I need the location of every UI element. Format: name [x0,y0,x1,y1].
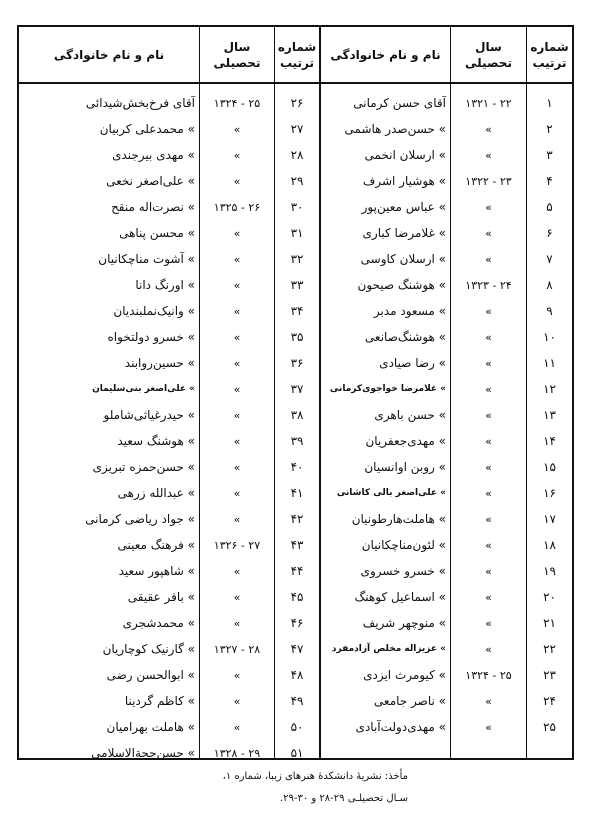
row-number: ۷ [546,252,553,266]
row-year: » [485,200,492,214]
row-number: ۴۳ [290,538,304,552]
row-year: » [233,512,241,526]
row-name: » هاملت بهرامیان [106,720,195,734]
row-name: » مهدی بیرجندی [112,148,195,162]
row-number: ۲۷ [290,122,304,136]
header-year-left: سال تحصیلی [199,27,274,82]
row-number: ۴۰ [290,460,304,474]
row-name: » مهدی‌دولت‌آبادی [355,720,446,734]
row-name: » ارسلان انخمی [364,148,446,162]
row-year: » [485,434,492,448]
source-line-1: مأخذ: نشریهٔ دانشکدهٔ هنرهای زیبا، شماره ۱، [222,771,408,782]
header-year-right: سال تحصیلی [450,27,526,82]
row-name: » رضا صیادی [379,356,446,370]
row-year: ۲۲ - ۱۳۲۱ [465,96,512,110]
row-year: » [485,512,492,526]
row-name: » محسن پناهی [119,226,195,240]
row-number: ۴۹ [290,694,304,708]
row-number: ۳۴ [290,304,304,318]
row-year: » [233,694,241,708]
row-number: ۲۶ [290,96,304,110]
row-name: » هوشیار اشرف [362,174,446,188]
row-name: » عبدالله زرهی [117,486,195,500]
row-number: ۱۱ [543,356,556,370]
row-number: ۱۵ [543,460,556,474]
row-name: » شاهپور سعید [118,564,195,578]
row-year: » [233,382,241,396]
row-number: ۳۳ [290,278,304,292]
row-name: » حسن‌حجةالاسلامی [91,746,195,760]
row-name: » محمدعلی کربیان [99,122,195,136]
row-name: » خسرو خسروی [360,564,446,578]
header-name-left: نام و نام خانوادگی [53,47,165,62]
row-number: ۳۶ [290,356,304,370]
column-number-left [274,84,319,760]
row-year: » [233,356,241,370]
row-number: ۱۰ [543,330,556,344]
row-number: ۴۷ [290,642,304,656]
row-name: » عباس معین‌پور [361,200,446,214]
row-number: ۴۶ [290,616,304,630]
row-number: ۲۴ [543,694,556,708]
row-year: » [485,642,492,656]
row-number: ۳۹ [290,434,304,448]
row-number: ۱۸ [543,538,556,552]
row-name: » ابوالحسن رضی [106,668,195,682]
row-name: » ارسلان کاوسی [360,252,446,266]
row-number: ۲۳ [543,668,556,682]
row-number: ۲ [546,122,553,136]
row-year: » [233,408,241,422]
students-table [17,25,574,760]
row-name: » آشوت مناچکانیان [98,252,195,266]
row-number: ۱۴ [543,434,556,448]
row-year: ۲۵ - ۱۳۲۴ [213,96,261,110]
row-number: ۶ [546,226,553,240]
row-year: » [233,278,241,292]
row-year: ۲۴ - ۱۳۲۳ [465,278,512,292]
header-name-right: نام و نام خانوادگی [319,27,450,82]
row-year: » [485,538,492,552]
row-name: » اورنگ دانا [135,278,195,292]
row-number: ۳۸ [290,408,304,422]
column-year-left [199,84,274,760]
row-year: » [233,460,241,474]
row-name: » فرهنگ معینی [117,538,195,552]
row-name: » حیدرغیاثی‌شاملو [103,408,195,422]
row-name: » وانیک‌نملبندیان [113,304,195,318]
row-name: » هوشنگ صیحون [357,278,446,292]
row-number: ۱۲ [543,382,556,396]
header-number-right: شماره ترتیب [526,27,572,82]
row-year: » [485,148,492,162]
row-number: ۳۵ [290,330,304,344]
row-name: » حسین‌روابند [124,356,195,370]
row-name: » هاملت‌هارطونیان [351,512,446,526]
table-body [19,84,572,760]
row-number: ۴۲ [290,512,304,526]
row-number: ۱۶ [543,486,556,500]
row-number: ۲۲ [543,642,556,656]
row-year: » [233,486,241,500]
row-number: ۴۸ [290,668,304,682]
row-name: » روبن اوانسیان [364,460,446,474]
row-year: » [233,226,241,240]
row-number: ۴۱ [290,486,304,500]
row-name: » هوشنگ‌صانعی [364,330,446,344]
row-number: ۳۰ [290,200,304,214]
row-number: ۱۷ [543,512,556,526]
row-year: » [485,356,492,370]
row-year: » [485,408,492,422]
row-name: » گارنیک کوچاریان [102,642,195,656]
row-name: » حسن‌حمزه تبریزی [92,460,195,474]
row-year: ۲۹ - ۱۳۲۸ [213,746,261,760]
row-number: ۲۸ [290,148,304,162]
row-year: » [485,486,492,500]
source-line-2: سـال تحصیلـی ۲۹-۲۸ و ۳۰-۲۹. [279,793,408,804]
row-name: » علی‌اصغر نخعی [106,174,195,188]
column-year-right [450,84,526,760]
row-name: » نصرت‌اله منقح [111,200,195,214]
row-number: ۲۱ [543,616,556,630]
row-name: » مسعود مدبر [373,304,446,318]
row-year: » [485,694,492,708]
row-year: ۲۸ - ۱۳۲۷ [213,642,261,656]
row-number: ۹ [546,304,553,318]
row-name: » کیومرث ایزدی [363,668,446,682]
column-number-right [526,84,572,760]
row-year: » [485,252,492,266]
row-number: ۴۴ [290,564,304,578]
row-year: » [485,330,492,344]
row-number: ۵۱ [290,746,304,760]
row-name: آقای فرخ‌بخش‌شیدائی [85,96,195,110]
row-name: » مهدی‌جعفریان [365,434,446,448]
row-name: » حسن‌صدر هاشمی [344,122,446,136]
row-year: » [233,148,241,162]
row-number: ۲۰ [543,590,556,604]
row-name: » علی‌اصغر‌ بالی‌ کاشانی [336,488,446,498]
row-name: » غلامرضا کباری [362,226,446,240]
row-name: » علی‌اصغر بنی‌سلیمان [92,384,195,394]
table-header [19,27,572,84]
row-name: » هوشنگ سعید [117,434,195,448]
row-year: » [233,252,241,266]
source-note [208,766,408,810]
row-year: » [233,720,241,734]
row-number: ۱۹ [543,564,556,578]
row-year: » [233,590,241,604]
row-number: ۳۷ [290,382,304,396]
row-name: » خسرو دولتخواه [107,330,195,344]
row-year: » [485,590,492,604]
row-name: » جواد ریاضی کرمانی [85,512,195,526]
row-year: » [485,382,492,396]
row-number: ۸ [546,278,553,292]
row-year: ۲۳ - ۱۳۲۲ [465,174,512,188]
row-number: ۴۵ [290,590,304,604]
row-number: ۱۳ [543,408,556,422]
row-number: ۲۵ [543,720,556,734]
row-name: » غلامرضا خواجوی‌کرمانی [329,384,446,394]
row-year: » [233,668,241,682]
row-name: » اسماعیل کوهنگ [354,590,446,604]
row-year: » [233,434,241,448]
row-number: ۵۰ [290,720,304,734]
row-year: » [233,330,241,344]
row-name: » باقر عقیقی [127,590,195,604]
row-name: » منوچهر شریف [362,616,446,630]
row-name: » لئون‌مناچکانیان [361,538,446,552]
row-year: ۲۵ - ۱۳۲۴ [465,668,512,682]
column-name-right [319,84,450,760]
row-name: آقای حسن کرمانی [353,96,446,110]
row-year: » [485,226,492,240]
row-number: ۳ [546,148,553,162]
row-number: ۲۹ [290,174,304,188]
row-year: » [485,616,492,630]
row-year: » [485,304,492,318]
row-year: ۲۷ - ۱۳۲۶ [213,538,261,552]
row-number: ۳۲ [290,252,304,266]
row-name: » کاظم گردینا [124,694,195,708]
row-year: » [233,304,241,318]
row-year: » [233,174,241,188]
row-year: » [233,564,241,578]
row-number: ۵ [546,200,553,214]
row-year: » [233,616,241,630]
row-number: ۳۱ [290,226,304,240]
row-year: » [485,564,492,578]
row-number: ۴ [546,174,553,188]
row-year: » [485,460,492,474]
row-name: » عزیزاله مخلص آزادمفرد [331,644,446,654]
row-name: » حسن باهری [374,408,446,422]
header-number-left: شماره ترتیب [274,27,319,82]
row-name: » ناصر جامعی [373,694,446,708]
row-year: » [485,122,492,136]
column-name-left [19,84,199,760]
row-name: » محمدشجری [122,616,195,630]
row-number: ۱ [546,96,553,110]
row-year: » [233,122,241,136]
row-year: ۲۶ - ۱۳۲۵ [213,200,261,214]
row-year: » [485,720,492,734]
